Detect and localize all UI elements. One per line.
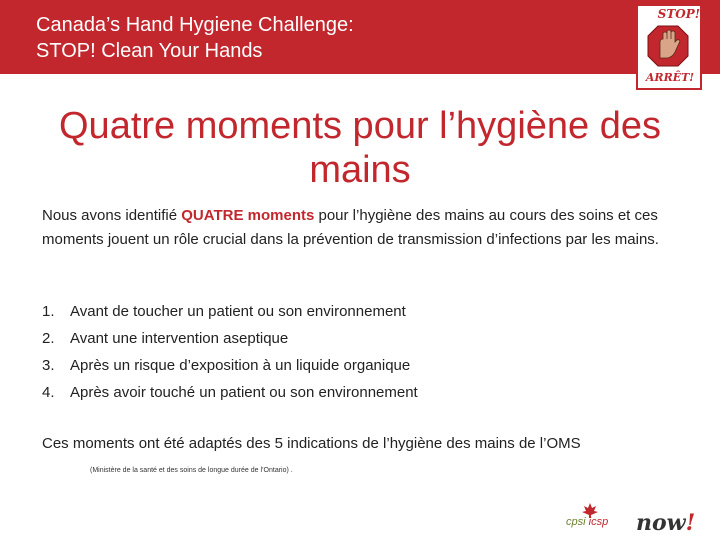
intro-text-after: pour l’hygiène des mains au cours des soins et ces moments jouent un rôle crucial dans la prévention de transmission d’infections par les mains. [42,207,659,248]
now-logo-text [636,510,695,536]
intro-emphasis: QUATRE moments [181,207,315,224]
safer-healthcare-now-logo [634,502,696,538]
list-item-text: Avant de toucher un patient ou son environnement [70,303,406,320]
list-item [42,379,682,406]
cpsi-text-right: icsp [588,516,609,528]
list-item [42,325,682,352]
list-item-number: 4. [42,384,55,401]
cpsi-logo-text [566,516,608,528]
list-item-text: Avant une intervention aseptique [70,330,289,347]
list-item [42,352,682,379]
source-citation: (Ministère de la santé et des soins de longue durée de l’Ontario) . [90,467,293,474]
intro-text-before: Nous avons identifié [42,207,182,224]
closing-paragraph: Ces moments ont été adaptés des 5 indications de l’hygiène des mains de l’OMS [42,435,581,452]
moments-list [42,298,682,406]
list-item-number: 2. [42,330,55,347]
list-item-number: 3. [42,357,55,374]
logo-stop-text: STOP! [657,7,700,21]
page-title: Quatre moments pour l’hygiène des mains [59,105,661,191]
cpsi-text-left: cpsi [566,516,586,528]
cpsi-logo [564,502,616,532]
now-word: now [636,510,686,536]
list-item [42,298,682,325]
stop-clean-hands-logo [636,4,702,90]
list-item-text: Après un risque d’exposition à un liquide organique [70,357,411,374]
now-exclamation: ! [685,510,696,536]
list-item-number: 1. [42,303,55,320]
list-item-text: Après avoir touché un patient ou son environnement [70,384,418,401]
logo-arret-text: ARRÊT! [645,71,695,84]
header-title: Canada’s Hand Hygiene Challenge: STOP! Clean Your Hands [36,14,354,62]
intro-paragraph [42,204,682,252]
